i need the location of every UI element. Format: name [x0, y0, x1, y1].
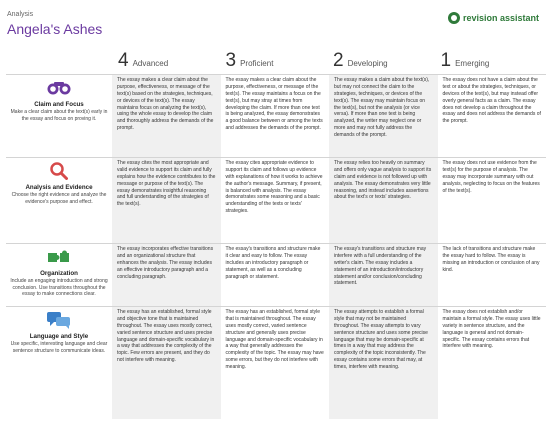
rubric-cell-emerging: The essay does not establish and/or maintain a formal style. The essay uses little variety in sentence structure, and the language is general and not domain-specific. The essay contains errors that interfere with meaning. [442, 309, 541, 350]
criterion-name: Claim and Focus [34, 101, 84, 108]
level-proficient [220, 50, 328, 74]
rubric-cell-emerging: The essay does not have a claim about the text or about the strategies, techniques, or devices of the text(s), but may instead offer overly general facts as a claim. The essay does not develop a claim throughout the essay and does not address the demands of the prompt. [442, 77, 541, 125]
magnifier-icon [46, 162, 72, 180]
criterion-description: Use specific, interesting language and clear sentence structure to communicate ideas. [10, 341, 108, 354]
rubric-cell-developing: The essay relies too heavily on summary and offers only vague analysis to support its claim and evidence is not followed up with analysis. The essay demonstrates very little reasoning, and instead includes assertions about the text's or texts' strategies. [329, 158, 438, 243]
rubric-cell-advanced: The essay incorporates effective transitions and an organizational structure that enhances the analysis. The essay includes an effective introductory paragraph and a concluding paragraph. [112, 244, 221, 306]
page-title: Angela's Ashes [7, 21, 103, 37]
brand-logo [448, 12, 539, 24]
page-subtitle: Analysis [7, 11, 34, 18]
criterion-cell [6, 244, 112, 306]
level-number: 4 [118, 50, 129, 71]
rubric-grid [6, 74, 546, 419]
rubric-cell-emerging: The lack of transitions and structure make the essay hard to follow. The essay is missing an introduction or conclusion of any kind. [442, 246, 540, 273]
criterion-name: Analysis and Evidence [25, 184, 93, 191]
level-name: Emerging [455, 59, 490, 68]
level-advanced [112, 50, 220, 74]
rubric-cell-developing: The essay makes a claim about the text(s), but may not connect the claim to the strategies, techniques, or devices of the text(s). The essay may maintain focus on the text(s), but not the analysis (or vice versa). If more than one text is being analyzed, the writer may neglect one or more and may not fully address the demands of the prompt. [329, 75, 438, 157]
chat-icon [46, 311, 72, 329]
level-number: 3 [225, 50, 237, 71]
rubric-row-language-and-style [6, 306, 546, 419]
criterion-name: Organization [40, 270, 78, 277]
level-name: Developing [347, 59, 388, 68]
rubric-row-analysis-and-evidence [6, 157, 546, 243]
rubric-cell-emerging: The essay does not use evidence from the text(s) for the purpose of analysis. The essay may incorporate summary with out analysis, neglecting to focus on the features of the text(s). [442, 160, 540, 194]
binoculars-icon [46, 79, 72, 97]
rubric-cell-advanced: The essay makes a clear claim about the purpose, effectiveness, or message of the text(s) based on the strategies, techniques, or devices of the text(s). The essay maintains focus on analyzing the text(s), using the whole essay to develop the claim and thoroughly address the demands of the prompt. [112, 75, 221, 157]
level-name: Advanced [132, 59, 169, 68]
rubric-cell-developing: The essay's transitions and structure may interfere with a full understanding of the writer's claim. The essay includes a statement of an introduction/introductory statement and/or conclusion/concluding statement. [329, 244, 438, 306]
criterion-cell [6, 158, 112, 243]
level-header-row [112, 50, 542, 74]
level-developing [327, 50, 435, 74]
criterion-description: Include an engaging introduction and strong conclusion. Use transitions throughout the essay to make connections clear. [10, 278, 108, 298]
rubric-row-organization [6, 243, 546, 306]
revision-assistant-logo-icon [448, 12, 460, 24]
rubric-cell-advanced: The essay has an established, formal style and objective tone that is maintained throughout. The essay uses mostly correct, varied sentence structure and uses precise language and domain-specific vocabulary in a way that addresses the complexity of the topic. Few errors are present, and they do not interfere with meaning. [112, 307, 221, 419]
criterion-cell [6, 307, 112, 419]
header [0, 0, 550, 44]
criterion-description: Choose the right evidence and analyze the evidence's purpose and effect. [11, 192, 107, 205]
rubric-cell-proficient: The essay has an established, formal style that is maintained throughout. The essay uses mostly correct, varied sentence structure and generally uses precise language and domain-specific vocabulary in a way that generally addresses the complexity of the topic. The essay may have some errors, but they do not interfere with meaning. [225, 309, 324, 371]
level-number: 2 [333, 50, 344, 71]
brand-name: revision assistant [463, 13, 540, 23]
rubric-cell-proficient: The essay makes a clear claim about the purpose, effectiveness, or message of the text(s). The essay maintains a focus on the text(s), but may stray at times from developing the claim. If more than one text is being analyzed, the essay demonstrates a good balance between or among the texts and addresses the demands of the prompt. [225, 77, 323, 132]
criterion-cell [6, 75, 112, 157]
level-number: 1 [440, 50, 452, 71]
puzzle-icon [46, 248, 72, 266]
rubric-cell-proficient: The essay cites appropriate evidence to support its claim and follows up evidence with explanations of how it works to achieve the author's message. Summary, if present, is balanced with analysis. The essay demonstrates some reasoning and a basic understanding of the texts or texts' strategies. [225, 160, 323, 215]
criterion-name: Language and Style [29, 333, 89, 340]
criterion-description: Make a clear claim about the text(s) early in the essay and focus on proving it. [10, 109, 108, 122]
level-name: Proficient [240, 59, 274, 68]
rubric-row-claim-and-focus [6, 74, 546, 157]
rubric-cell-proficient: The essay's transitions and structure make it clear and easy to follow. The essay includes an introductory paragraph or statement, as well as a concluding paragraph or statement. [225, 246, 321, 280]
level-emerging [435, 50, 543, 74]
rubric-cell-advanced: The essay cites the most appropriate and valid evidence to support its claim and fully explains how the evidence contributes to the message or purpose of the text(s). The essay demonstrates insightful reasoning and full understanding of the strategies of the text(s). [112, 158, 221, 243]
rubric-cell-developing: The essay attempts to establish a formal style that may not be maintained throughout. The essay attempts to vary sentence structure and uses some precise language that may be domain-specific at times in a way that may address the complexity of the topic inconsistently. The essay contains some errors that may, at times, interfere with meaning. [329, 307, 438, 419]
